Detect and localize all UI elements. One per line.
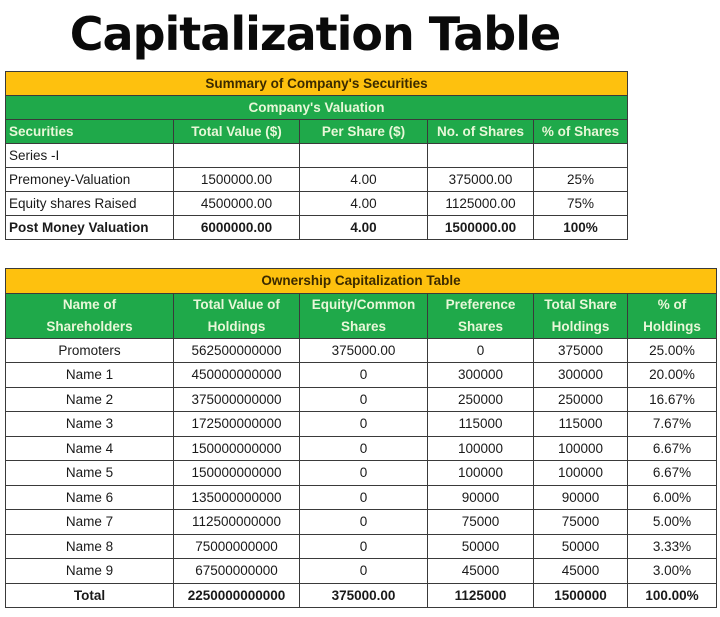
- table-cell: 75000: [428, 510, 534, 535]
- table-cell: 112500000000: [174, 510, 300, 535]
- table-cell: 375000.00: [300, 338, 428, 363]
- table-cell: 45000: [428, 559, 534, 584]
- ownership-cap-table: [5, 268, 717, 608]
- table-cell: 100.00%: [628, 583, 717, 608]
- table-cell: 100000: [428, 461, 534, 486]
- table-row-total: [6, 216, 628, 240]
- column-header: Per Share ($): [300, 120, 428, 144]
- table-cell: 5.00%: [628, 510, 717, 535]
- table-cell: 0: [428, 338, 534, 363]
- table-cell: 4.00: [300, 192, 428, 216]
- valuation-band-title: Company's Valuation: [6, 96, 628, 120]
- table-cell: 6.00%: [628, 485, 717, 510]
- table-cell: 67500000000: [174, 559, 300, 584]
- table-row: [6, 168, 628, 192]
- table-cell: 6.67%: [628, 461, 717, 486]
- table-row: [6, 461, 717, 486]
- table-cell: 0: [300, 559, 428, 584]
- column-header: Shares: [300, 316, 428, 339]
- column-header: Total Value of: [174, 293, 300, 316]
- table-cell: 50000: [428, 534, 534, 559]
- table-cell: 75000: [534, 510, 628, 535]
- table-cell: 16.67%: [628, 387, 717, 412]
- table-row: [6, 387, 717, 412]
- table-cell: 3.00%: [628, 559, 717, 584]
- table-cell: 4500000.00: [174, 192, 300, 216]
- column-header: Holdings: [174, 316, 300, 339]
- table-cell: 3.33%: [628, 534, 717, 559]
- table-cell: 25.00%: [628, 338, 717, 363]
- table-cell: 250000: [534, 387, 628, 412]
- table-cell: 135000000000: [174, 485, 300, 510]
- table-cell: 90000: [428, 485, 534, 510]
- ownership-header-row-2: [6, 316, 717, 339]
- table-cell: 250000: [428, 387, 534, 412]
- table-cell: 1125000: [428, 583, 534, 608]
- summary-band-title: Summary of Company's Securities: [6, 72, 628, 96]
- table-cell: 150000000000: [174, 461, 300, 486]
- table-cell: 100000: [428, 436, 534, 461]
- table-cell: [428, 144, 534, 168]
- table-cell: 150000000000: [174, 436, 300, 461]
- column-header: Total Share: [534, 293, 628, 316]
- table-row: [6, 363, 717, 388]
- table-row: [6, 510, 717, 535]
- table-cell: Name 8: [6, 534, 174, 559]
- table-cell: Total: [6, 583, 174, 608]
- table-cell: 20.00%: [628, 363, 717, 388]
- page-title: Capitalization Table: [69, 7, 561, 61]
- table-cell: 0: [300, 534, 428, 559]
- table-cell: 0: [300, 363, 428, 388]
- table-cell: 100000: [534, 436, 628, 461]
- table-cell: 1500000: [534, 583, 628, 608]
- column-header: Equity/Common: [300, 293, 428, 316]
- table-cell: Post Money Valuation: [6, 216, 174, 240]
- table-cell: 6000000.00: [174, 216, 300, 240]
- table-cell: 375000.00: [428, 168, 534, 192]
- table-cell: 1500000.00: [428, 216, 534, 240]
- table-cell: 115000: [428, 412, 534, 437]
- table-cell: [300, 144, 428, 168]
- table-cell: Name 9: [6, 559, 174, 584]
- table-cell: 0: [300, 510, 428, 535]
- table-cell: 6.67%: [628, 436, 717, 461]
- table-cell: 75%: [534, 192, 628, 216]
- table-cell: 375000: [534, 338, 628, 363]
- table-cell: Premoney-Valuation: [6, 168, 174, 192]
- table-cell: 0: [300, 485, 428, 510]
- table-cell: 1500000.00: [174, 168, 300, 192]
- table-cell: Name 3: [6, 412, 174, 437]
- table-row: [6, 338, 717, 363]
- table-cell: 0: [300, 436, 428, 461]
- table-cell: 562500000000: [174, 338, 300, 363]
- table-cell: 7.67%: [628, 412, 717, 437]
- table-cell: Name 4: [6, 436, 174, 461]
- table-cell: 300000: [428, 363, 534, 388]
- table-cell: 4.00: [300, 216, 428, 240]
- column-header: No. of Shares: [428, 120, 534, 144]
- table-cell: 450000000000: [174, 363, 300, 388]
- table-row: [6, 559, 717, 584]
- column-header: Preference: [428, 293, 534, 316]
- table-cell: 375000000000: [174, 387, 300, 412]
- table-row: [6, 144, 628, 168]
- table-cell: Name 2: [6, 387, 174, 412]
- table-cell: 50000: [534, 534, 628, 559]
- ownership-band-title: Ownership Capitalization Table: [6, 269, 717, 294]
- table-cell: 300000: [534, 363, 628, 388]
- column-header: % of Shares: [534, 120, 628, 144]
- table-cell: 75000000000: [174, 534, 300, 559]
- column-header: Shareholders: [6, 316, 174, 339]
- column-header: Securities: [6, 120, 174, 144]
- column-header: Shares: [428, 316, 534, 339]
- table-cell: Equity shares Raised: [6, 192, 174, 216]
- table-row-total: [6, 583, 717, 608]
- table-cell: 0: [300, 387, 428, 412]
- table-row: [6, 436, 717, 461]
- column-header: Holdings: [628, 316, 717, 339]
- summary-header-row: [6, 120, 628, 144]
- table-cell: Series -I: [6, 144, 174, 168]
- summary-securities-table: [5, 71, 628, 240]
- table-cell: 375000.00: [300, 583, 428, 608]
- column-header: Holdings: [534, 316, 628, 339]
- table-cell: 25%: [534, 168, 628, 192]
- column-header: Total Value ($): [174, 120, 300, 144]
- table-cell: 172500000000: [174, 412, 300, 437]
- table-row: [6, 412, 717, 437]
- table-cell: Name 7: [6, 510, 174, 535]
- table-cell: 100000: [534, 461, 628, 486]
- table-cell: [174, 144, 300, 168]
- table-cell: 4.00: [300, 168, 428, 192]
- table-row: [6, 485, 717, 510]
- table-cell: 0: [300, 461, 428, 486]
- table-cell: 1125000.00: [428, 192, 534, 216]
- table-cell: 2250000000000: [174, 583, 300, 608]
- table-cell: 115000: [534, 412, 628, 437]
- table-cell: 100%: [534, 216, 628, 240]
- table-row: [6, 192, 628, 216]
- table-cell: Name 6: [6, 485, 174, 510]
- column-header: % of: [628, 293, 717, 316]
- table-cell: 0: [300, 412, 428, 437]
- table-cell: 90000: [534, 485, 628, 510]
- table-row: [6, 534, 717, 559]
- column-header: Name of: [6, 293, 174, 316]
- table-cell: 45000: [534, 559, 628, 584]
- table-cell: Name 1: [6, 363, 174, 388]
- ownership-header-row-1: [6, 293, 717, 316]
- table-cell: [534, 144, 628, 168]
- table-cell: Promoters: [6, 338, 174, 363]
- table-cell: Name 5: [6, 461, 174, 486]
